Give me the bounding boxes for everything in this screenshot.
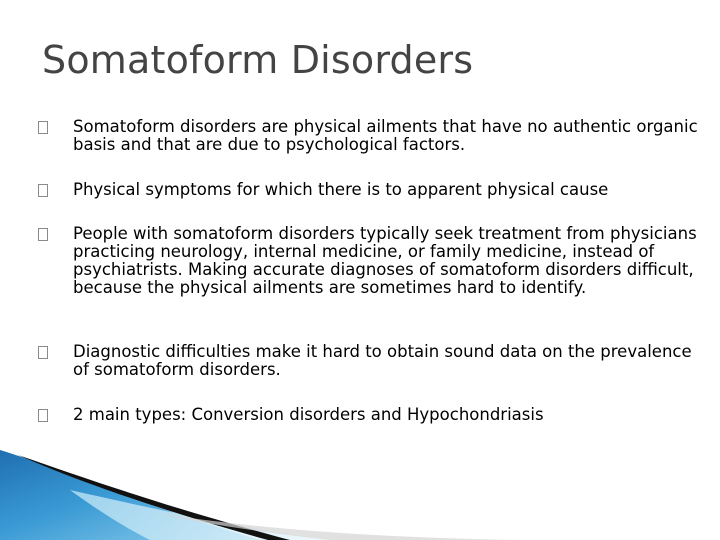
decorative-corner-swoosh	[0, 450, 720, 540]
bullet-text: Diagnostic difficulties make it hard to obtain sound data on the prevalence of somatoform disorders.	[73, 342, 692, 379]
bullet-text: Somatoform disorders are physical ailments that have no authentic organic basis and that are due to psychological factors.	[73, 117, 698, 154]
empty-square-icon	[38, 346, 48, 359]
empty-square-icon	[38, 121, 48, 134]
bullet-text: People with somatoform disorders typically seek treatment from physicians practicing neurology, internal medicine, or family medicine, instead of psychiatrists. Making accurate diagnoses of somatoform disorders difficult, because the physical ailments are sometimes hard to identify.	[73, 224, 697, 297]
empty-square-icon	[38, 184, 48, 197]
bullet-text: Physical symptoms for which there is to apparent physical cause	[73, 180, 609, 199]
empty-square-icon	[38, 409, 48, 422]
bullet-text: 2 main types: Conversion disorders and Hypochondriasis	[73, 405, 544, 424]
empty-square-icon	[38, 228, 48, 241]
slide-title: Somatoform Disorders	[42, 38, 474, 82]
